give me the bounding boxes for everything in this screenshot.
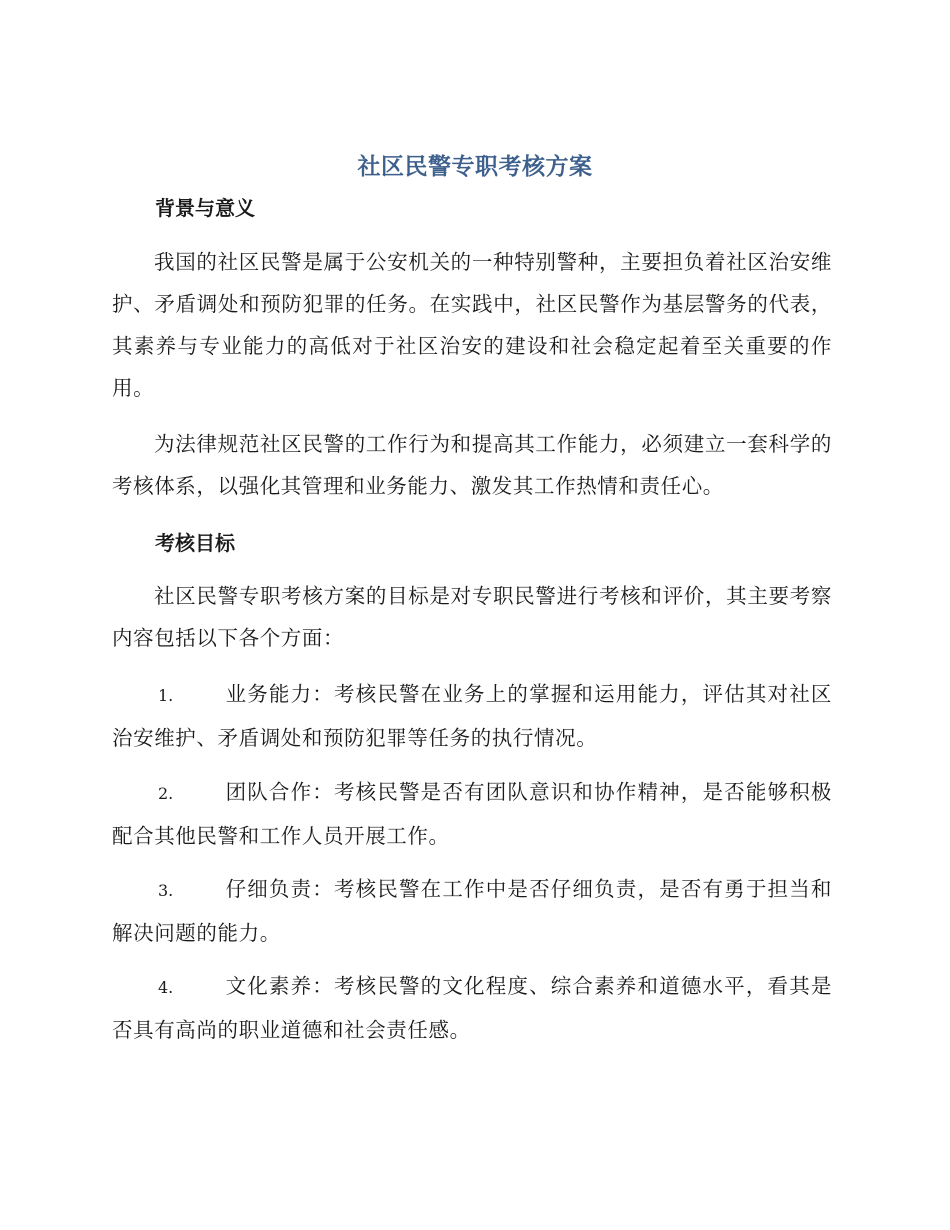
list-item-number: 1. [158,686,174,705]
paragraph-background-1: 我国的社区民警是属于公安机关的一种特别警种，主要担负着社区治安维护、矛盾调处和预防犯罪的任务。在实践中，社区民警作为基层警务的代表，其素养与专业能力的高低对于社区治安的建设和社会稳定起着至关重要的作用。 [112,250,832,400]
list-item-number: 4. [158,978,174,997]
list-item-number: 2. [158,784,174,803]
list-item [112,771,832,857]
list-item [112,673,832,759]
list-item [112,868,832,954]
list-item-text: 文化素养：考核民警的文化程度、综合素养和道德水平，看其是否具有高尚的职业道德和社会责任感。 [112,974,832,1042]
section-heading-goals: 考核目标 [155,531,235,555]
section-heading-background: 背景与意义 [155,196,255,220]
list-item-text: 业务能力：考核民警在业务上的掌握和运用能力，评估其对社区治安维护、矛盾调处和预防犯罪等任务的执行情况。 [112,682,832,750]
paragraph-background-2: 为法律规范社区民警的工作行为和提高其工作能力，必须建立一套科学的考核体系，以强化其管理和业务能力、激发其工作热情和责任心。 [112,432,832,498]
list-item-text: 团队合作：考核民警是否有团队意识和协作精神，是否能够积极配合其他民警和工作人员开展工作。 [112,780,832,848]
document-title: 社区民警专职考核方案 [357,154,593,180]
list-item [112,965,832,1051]
list-item-text: 仔细负责：考核民警在工作中是否仔细负责，是否有勇于担当和解决问题的能力。 [112,877,832,945]
list-item-number: 3. [158,881,174,900]
paragraph-goals-intro: 社区民警专职考核方案的目标是对专职民警进行考核和评价，其主要考察内容包括以下各个方面： [112,584,832,650]
